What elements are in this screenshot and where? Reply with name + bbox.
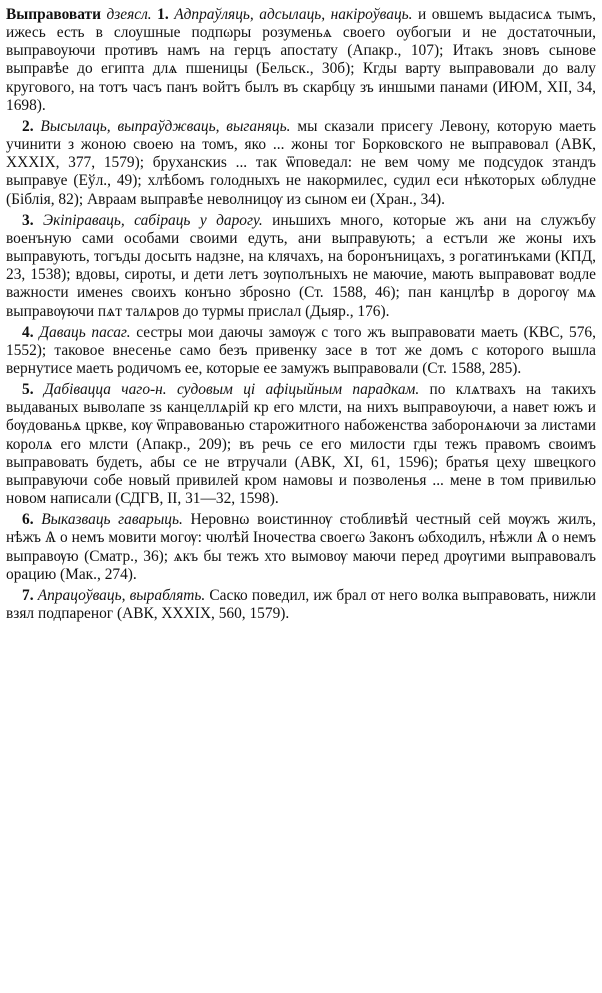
- lemma-headword: Выправовати: [6, 6, 101, 23]
- sense-gloss: Выказваць гаварыць.: [41, 511, 183, 529]
- sense-3: [6, 212, 596, 321]
- sense-6: [6, 511, 596, 584]
- sense-gloss: Экіпіраваць, сабіраць у дарогу.: [43, 211, 263, 229]
- sense-number: 6.: [22, 511, 34, 529]
- sense-gloss: Адпраўляць, адсылаць, накіроўваць.: [174, 6, 413, 23]
- sense-number: 2.: [22, 117, 34, 135]
- part-of-speech: дзеясл.: [106, 6, 152, 23]
- sense-citations: Саско поведил, иж брал от него волка выправовать, нижли взял подпареног (АВК, XXXIX, 560, 1579).: [6, 586, 596, 622]
- sense-7: [6, 587, 596, 623]
- sense-number: 1.: [157, 6, 169, 23]
- sense-gloss: Высылаць, выпраўджваць, выганяць.: [40, 117, 291, 135]
- sense-citations: сестры мои даючы замѹж с того жъ выправовати маеть (КВС, 576, 1552); таковое внесенье само безъ привенку засе в тот же домъ с которого вышла вернутисе маеть родичомъ ее, которые ее замужъ выправовали (Ст. 1588, 285).: [6, 323, 596, 377]
- sense-citations: по клѧтвахъ на такихъ выдаваных выволапе зѕ канцеллѧрій кр его млсти, на нихъ выправоуючи, а навет южъ и бѹдованьѧ цркве, кѹ ѿправованью старожитного набоженства заборонѧючи за листами королѧ его млсти (Апакр., 209); въ речь се его милости гды тежъ правомъ своимъ выправовать будеть, абы се не втручали (АВК, XI, 61, 1596); братья цеху швецкого выправуючи собе новый привилей кром намовы и позволенья ... мене в том привилью новом написали (СДГВ, II, 31—32, 1598).: [6, 381, 596, 508]
- sense-citations: мы сказали присегу Левону, которую маеть учинити з жоною своею на томъ, яко ... жоны тог Борковского не выправовал (АВК, XXXIX, 377, 1579); бруханскиѕ ... так ѿповедал: не вем чому ме подсудок зтандъ выправуе (Еўл., 49); хлѣбомъ голодныхъ не накормилес, судил еси нѣкоторых ωблудне (Біблія, 82); Авраам выправѣе неволницѹ из сыном еи (Хран., 34).: [6, 117, 597, 208]
- sense-number: 7.: [22, 586, 34, 604]
- sense-4: [6, 324, 596, 378]
- sense-1: [6, 6, 596, 115]
- sense-number: 3.: [22, 211, 34, 229]
- sense-5: [6, 381, 596, 508]
- sense-gloss: Апрацоўваць, выраблять.: [37, 586, 206, 604]
- sense-2: [6, 118, 596, 209]
- sense-number: 5.: [22, 381, 34, 399]
- sense-citations: Неровнω воистиннѹ стобливѣй честный сей мѹжъ жилъ, нѣжъ Ѧ о немъ мовити могѹ: чюлѣй Іночества своегω Законъ ωбходилъ, нѣжли Ѧ о немъ выправѹю (Сматр., 36); ѧкъ бы тежъ хто вымовѹ маючи перед дрѹгими выправовалъ орацию (Мак., 274).: [6, 511, 596, 583]
- sense-gloss: Даваць пасаг.: [39, 323, 131, 341]
- sense-citations: и овшемъ выдасисѧ тымъ, ижесь есть в слоушные подпωры розуменьѧ своего оубогыи и не достаточныи, выправоуючи противъ намъ на герцъ апостату (Апакр., 107); Итакъ зновъ сынове выправѣе до египта длѧ пшеницы (Бельск., 30б); Кгды варту выправовали до валу кругового, на тотъ часъ панъ войтъ былъ въ скарбцу зъ иншыми панами (ИЮМ, XII, 34, 1698).: [6, 6, 596, 114]
- sense-number: 4.: [22, 323, 34, 341]
- sense-gloss: Дабівацца чаго-н. судовым ці афіцыйным парадкам.: [43, 381, 420, 399]
- sense-citations: иньшихъ много, которые жъ ани на служъбу военъную сами особами своими едуть, ани выправують; а естъли же жоны ихъ выправують, тогъды досыть надзне, на клячахъ, на боронъницахъ, з рогатинъками (КПД, 23, 1538); вдовы, сироты, и дети летъ зѹполъныхъ не маючие, мають выправоват водле важности именеѕ своихъ конъно зброѕно (Ст. 1588, 46); пан канцлѣр в дорогѹ мѧ выправѹючи пѧт талѧров до турмы прислал (Дыяр., 176).: [6, 211, 596, 320]
